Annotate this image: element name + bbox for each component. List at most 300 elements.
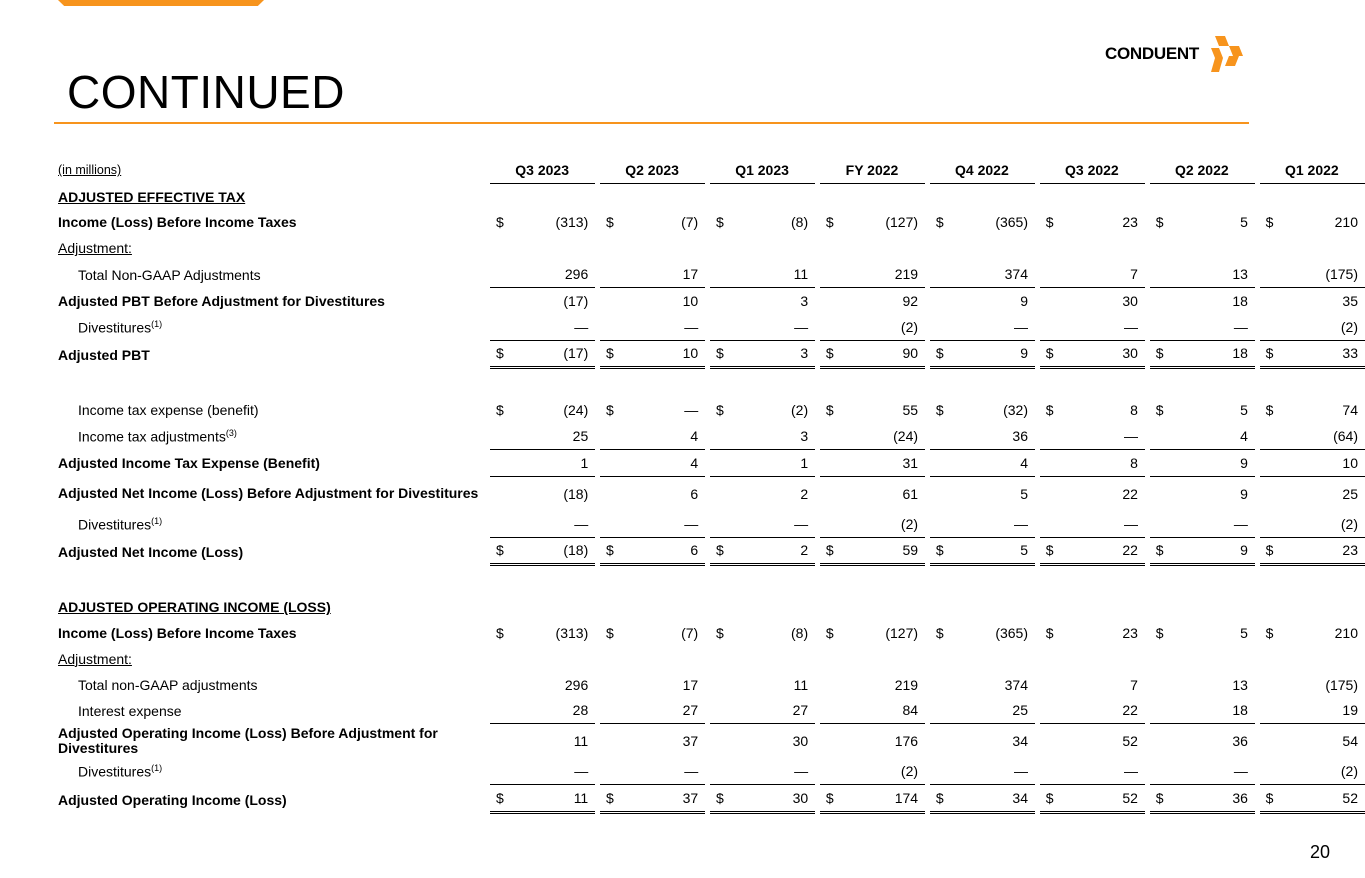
currency-symbol: $ xyxy=(606,542,614,559)
table-cell xyxy=(600,620,705,646)
table-cell xyxy=(930,538,1035,567)
cell-value: — xyxy=(1014,318,1028,335)
table-cell xyxy=(1150,477,1255,511)
cell-value: 296 xyxy=(564,266,589,283)
cell-value: 6 xyxy=(690,485,699,502)
table-row xyxy=(56,423,1365,450)
column-header: Q4 2022 xyxy=(930,157,1035,184)
table-row xyxy=(56,261,1365,288)
table-cell xyxy=(1260,261,1365,288)
cell-value: (175) xyxy=(1325,676,1358,693)
table-cell xyxy=(600,341,705,370)
table-cell xyxy=(1150,397,1255,423)
currency-symbol: $ xyxy=(935,542,944,559)
cell-value: 55 xyxy=(902,402,919,419)
cell-value: 9 xyxy=(1240,454,1248,471)
header-rule xyxy=(54,122,1249,124)
currency-symbol: $ xyxy=(825,542,834,559)
table-cell xyxy=(1260,785,1365,814)
cell-value: 174 xyxy=(894,790,919,807)
cell-value: 210 xyxy=(1334,214,1358,231)
table-cell xyxy=(710,758,815,785)
cell-value: — xyxy=(794,318,809,335)
table-cell xyxy=(710,511,815,538)
table-cell xyxy=(710,538,815,567)
table-cell xyxy=(600,538,705,567)
table-cell xyxy=(820,672,925,698)
cell-value: — xyxy=(794,763,809,780)
table-cell xyxy=(1260,620,1365,646)
cell-value: — xyxy=(1014,763,1028,780)
table-cell xyxy=(1040,423,1145,450)
table-cell xyxy=(1150,450,1255,477)
row-label-text: Adjustment: xyxy=(58,650,132,667)
cell-value: (2) xyxy=(900,318,919,335)
table-cell xyxy=(1150,261,1255,288)
cell-value: 22 xyxy=(1122,485,1138,502)
cell-value: 4 xyxy=(1240,428,1248,445)
cell-value: 5 xyxy=(1020,542,1028,559)
table-cell xyxy=(930,314,1035,341)
table-cell xyxy=(930,620,1035,646)
cell-value: (17) xyxy=(563,292,589,309)
table-cell xyxy=(710,397,815,423)
cell-value: 17 xyxy=(682,676,699,693)
table-cell xyxy=(820,314,925,341)
cell-value: (2) xyxy=(1340,763,1358,780)
cell-value: 36 xyxy=(1232,790,1248,807)
cell-value: 4 xyxy=(690,454,699,471)
currency-symbol: $ xyxy=(715,345,724,362)
cell-value: 37 xyxy=(682,733,699,750)
table-cell xyxy=(820,477,925,511)
table-cell xyxy=(930,450,1035,477)
row-label-text: Adjusted Net Income (Loss) xyxy=(58,543,244,560)
cell-value: — xyxy=(684,318,699,335)
table-cell xyxy=(1040,341,1145,370)
currency-symbol: $ xyxy=(606,790,614,807)
row-label xyxy=(56,698,485,725)
cell-value: (7) xyxy=(681,214,699,231)
currency-symbol: $ xyxy=(1155,790,1164,807)
table-cell xyxy=(1150,698,1255,725)
cell-value: 5 xyxy=(1240,625,1248,642)
cell-value: (2) xyxy=(900,763,919,780)
cell-value: 33 xyxy=(1342,345,1358,362)
currency-symbol: $ xyxy=(1155,214,1164,231)
currency-symbol: $ xyxy=(1045,214,1054,231)
currency-symbol: $ xyxy=(1045,345,1054,362)
cell-value: 7 xyxy=(1130,676,1138,693)
cell-value: 59 xyxy=(902,542,919,559)
page-number: 20 xyxy=(1309,842,1330,862)
row-label xyxy=(56,397,485,423)
table-cell xyxy=(1040,397,1145,423)
currency-symbol: $ xyxy=(715,402,724,419)
cell-value: 4 xyxy=(1020,454,1028,471)
currency-symbol: $ xyxy=(606,214,614,231)
table-cell xyxy=(710,341,815,370)
cell-value: 10 xyxy=(1342,454,1358,471)
cell-value: — xyxy=(1123,515,1138,532)
table-cell xyxy=(1150,423,1255,450)
currency-symbol: $ xyxy=(825,790,834,807)
cell-value: (127) xyxy=(885,214,919,231)
conduent-mark-icon xyxy=(1205,34,1243,74)
top-accent-bar xyxy=(58,0,264,6)
table-cell xyxy=(710,724,815,758)
cell-value: 18 xyxy=(1232,345,1248,362)
table-cell xyxy=(1150,511,1255,538)
cell-value: 22 xyxy=(1122,542,1138,559)
cell-value: 9 xyxy=(1020,345,1028,362)
table-cell xyxy=(1150,288,1255,314)
table-cell xyxy=(1150,758,1255,785)
footnote-marker: (1) xyxy=(151,763,163,774)
currency-symbol: $ xyxy=(496,625,504,642)
financial-table xyxy=(56,157,1365,814)
cell-value: (2) xyxy=(900,515,919,532)
currency-symbol: $ xyxy=(496,402,504,419)
row-label-text: Income (Loss) Before Income Taxes xyxy=(58,214,297,231)
table-cell xyxy=(930,698,1035,725)
row-label-text: Income tax adjustments xyxy=(78,428,226,445)
currency-symbol: $ xyxy=(1155,345,1164,362)
currency-symbol: $ xyxy=(1265,542,1274,559)
cell-value: 28 xyxy=(572,702,589,719)
table-cell xyxy=(1040,672,1145,698)
row-label-text: Total Non-GAAP Adjustments xyxy=(78,266,261,283)
row-label-text: Divestitures xyxy=(78,319,152,336)
table-cell xyxy=(1040,698,1145,725)
currency-symbol: $ xyxy=(496,542,504,559)
table-cell xyxy=(1150,341,1255,370)
cell-value: — xyxy=(684,402,699,419)
table-cell xyxy=(820,758,925,785)
row-label-text: Interest expense xyxy=(78,702,182,719)
cell-value: 8 xyxy=(1130,454,1138,471)
cell-value: — xyxy=(1123,428,1138,445)
table-row xyxy=(56,724,1365,758)
table-cell xyxy=(600,314,705,341)
row-label xyxy=(56,423,485,450)
table-cell xyxy=(490,397,595,423)
table-cell xyxy=(930,724,1035,758)
table-cell xyxy=(490,511,595,538)
cell-value: 10 xyxy=(682,345,699,362)
section-heading-row xyxy=(56,594,1365,620)
table-cell xyxy=(710,620,815,646)
table-cell xyxy=(1150,538,1255,567)
table-row xyxy=(56,538,1365,567)
table-row xyxy=(56,758,1365,785)
cell-value: 37 xyxy=(682,790,699,807)
currency-symbol: $ xyxy=(1045,402,1054,419)
table-cell xyxy=(710,261,815,288)
cell-value: 84 xyxy=(902,702,919,719)
row-label-text: Adjustment: xyxy=(58,240,132,257)
table-cell xyxy=(600,261,705,288)
cell-value: 23 xyxy=(1122,625,1138,642)
table-cell xyxy=(820,511,925,538)
table-cell xyxy=(490,672,595,698)
table-cell xyxy=(1260,511,1365,538)
table-cell xyxy=(1260,538,1365,567)
cell-value: 3 xyxy=(800,345,809,362)
currency-symbol: $ xyxy=(1155,625,1164,642)
table-cell xyxy=(930,288,1035,314)
currency-symbol: $ xyxy=(1265,345,1274,362)
table-row xyxy=(56,698,1365,725)
row-label-text: Adjusted PBT Before Adjustment for Divestitures xyxy=(58,292,385,309)
row-label-text: Adjusted Operating Income (Loss) Before Adjustment for Divestitures xyxy=(58,725,438,757)
table-row xyxy=(56,210,1365,236)
currency-symbol: $ xyxy=(1155,402,1164,419)
cell-value: 9 xyxy=(1020,292,1028,309)
table-cell xyxy=(1260,423,1365,450)
table-cell xyxy=(1260,698,1365,725)
cell-value: 296 xyxy=(564,676,589,693)
table-cell xyxy=(930,785,1035,814)
cell-value: 11 xyxy=(793,266,809,283)
currency-symbol: $ xyxy=(715,214,724,231)
table-cell xyxy=(600,758,705,785)
table-cell xyxy=(490,785,595,814)
table-cell xyxy=(1260,210,1365,236)
column-header: Q1 2022 xyxy=(1260,157,1365,184)
row-label xyxy=(56,477,485,511)
cell-value: — xyxy=(574,318,589,335)
currency-symbol: $ xyxy=(715,625,724,642)
cell-value: (24) xyxy=(893,428,919,445)
cell-value: 54 xyxy=(1342,733,1358,750)
cell-value: 5 xyxy=(1240,214,1248,231)
table-cell xyxy=(1040,758,1145,785)
footnote-marker: (1) xyxy=(151,515,163,526)
table-cell xyxy=(1150,210,1255,236)
column-header: FY 2022 xyxy=(820,157,925,184)
section-heading: ADJUSTED EFFECTIVE TAX xyxy=(58,188,246,205)
table-cell xyxy=(600,397,705,423)
table-cell xyxy=(490,341,595,370)
cell-value: (365) xyxy=(995,625,1028,642)
cell-value: 1 xyxy=(800,454,809,471)
table-cell xyxy=(1260,672,1365,698)
table-cell xyxy=(600,423,705,450)
row-label xyxy=(56,620,485,646)
row-label-text: Adjusted Net Income (Loss) Before Adjustment for Divestitures xyxy=(58,485,479,502)
table-cell xyxy=(1260,450,1365,477)
currency-symbol: $ xyxy=(1265,402,1274,419)
table-cell xyxy=(710,314,815,341)
cell-value: 27 xyxy=(792,702,809,719)
table-cell xyxy=(490,477,595,511)
cell-value: 34 xyxy=(1012,790,1028,807)
cell-value: — xyxy=(574,515,589,532)
currency-symbol: $ xyxy=(715,790,724,807)
column-header: Q2 2023 xyxy=(600,157,705,184)
table-cell xyxy=(1040,314,1145,341)
table-cell xyxy=(930,210,1035,236)
cell-value: — xyxy=(684,763,699,780)
spacer-row xyxy=(56,369,1365,397)
table-cell xyxy=(1260,341,1365,370)
cell-value: 30 xyxy=(792,733,809,750)
cell-value: 11 xyxy=(573,733,589,750)
table-cell xyxy=(710,423,815,450)
cell-value: 219 xyxy=(894,266,919,283)
units-label: (in millions) xyxy=(58,163,122,178)
cell-value: 19 xyxy=(1342,702,1358,719)
cell-value: 23 xyxy=(1122,214,1138,231)
table-cell xyxy=(820,698,925,725)
currency-symbol: $ xyxy=(935,345,944,362)
cell-value: — xyxy=(684,515,699,532)
table-cell xyxy=(1260,314,1365,341)
cell-value: 374 xyxy=(1004,266,1028,283)
table-cell xyxy=(600,672,705,698)
table-cell xyxy=(820,341,925,370)
cell-value: (313) xyxy=(555,625,589,642)
currency-symbol: $ xyxy=(606,625,614,642)
table-cell xyxy=(820,423,925,450)
cell-value: 13 xyxy=(1232,266,1248,283)
cell-value: — xyxy=(1233,515,1248,532)
currency-symbol: $ xyxy=(496,214,504,231)
cell-value: 3 xyxy=(800,292,809,309)
row-label-text: Adjusted Operating Income (Loss) xyxy=(58,791,287,808)
table-cell xyxy=(600,477,705,511)
currency-symbol: $ xyxy=(1155,542,1164,559)
table-cell xyxy=(490,620,595,646)
cell-value: — xyxy=(1233,763,1248,780)
cell-value: 31 xyxy=(902,454,919,471)
table-cell xyxy=(490,210,595,236)
section-heading: ADJUSTED OPERATING INCOME (LOSS) xyxy=(58,599,331,616)
table-cell xyxy=(1040,511,1145,538)
cell-value: 5 xyxy=(1020,485,1028,502)
row-label-text: Total non-GAAP adjustments xyxy=(78,676,258,693)
cell-value: (2) xyxy=(791,402,809,419)
row-label-text: Divestitures xyxy=(78,764,152,781)
cell-value: (2) xyxy=(1340,515,1358,532)
cell-value: 1 xyxy=(580,454,589,471)
cell-value: 90 xyxy=(902,345,919,362)
table-cell xyxy=(710,698,815,725)
cell-value: (175) xyxy=(1325,266,1358,283)
cell-value: 36 xyxy=(1232,733,1248,750)
table-cell xyxy=(490,758,595,785)
row-label xyxy=(56,314,485,341)
cell-value: (32) xyxy=(1003,402,1028,419)
cell-value: 17 xyxy=(682,266,699,283)
cell-value: 9 xyxy=(1240,542,1248,559)
table-row xyxy=(56,341,1365,370)
cell-value: 74 xyxy=(1342,402,1358,419)
currency-symbol: $ xyxy=(935,214,944,231)
cell-value: 25 xyxy=(572,428,589,445)
currency-symbol: $ xyxy=(825,214,834,231)
cell-value: 176 xyxy=(894,733,919,750)
table-cell xyxy=(1150,724,1255,758)
cell-value: 13 xyxy=(1232,676,1248,693)
cell-value: 219 xyxy=(894,676,919,693)
currency-symbol: $ xyxy=(606,402,614,419)
cell-value: (18) xyxy=(563,542,589,559)
currency-symbol: $ xyxy=(1265,625,1274,642)
table-cell xyxy=(1260,724,1365,758)
table-row xyxy=(56,646,1365,672)
cell-value: 2 xyxy=(800,485,809,502)
table-cell xyxy=(1260,397,1365,423)
table-cell xyxy=(820,288,925,314)
table-row xyxy=(56,235,1365,261)
column-header: Q1 2023 xyxy=(710,157,815,184)
table-cell xyxy=(600,288,705,314)
table-cell xyxy=(820,450,925,477)
cell-value: 35 xyxy=(1342,292,1358,309)
row-label-text: Income tax expense (benefit) xyxy=(78,402,259,419)
cell-value: 30 xyxy=(1122,345,1138,362)
currency-symbol: $ xyxy=(935,402,944,419)
table-cell xyxy=(490,450,595,477)
table-cell xyxy=(1040,261,1145,288)
cell-value: 52 xyxy=(1122,733,1138,750)
table-cell xyxy=(1150,672,1255,698)
cell-value: 22 xyxy=(1122,702,1138,719)
row-label-text: Adjusted Income Tax Expense (Benefit) xyxy=(58,455,320,472)
cell-value: 30 xyxy=(792,790,809,807)
cell-value: 25 xyxy=(1012,702,1028,719)
row-label xyxy=(56,724,485,758)
cell-value: 210 xyxy=(1334,625,1358,642)
cell-value: 374 xyxy=(1004,676,1028,693)
cell-value: — xyxy=(1123,763,1138,780)
table-row xyxy=(56,477,1365,511)
row-label xyxy=(56,672,485,698)
footnote-marker: (3) xyxy=(225,428,237,439)
currency-symbol: $ xyxy=(825,402,834,419)
table-cell xyxy=(710,672,815,698)
column-header: Q3 2022 xyxy=(1040,157,1145,184)
row-label xyxy=(56,288,485,314)
cell-value: 11 xyxy=(793,676,809,693)
table-cell xyxy=(820,724,925,758)
cell-value: 25 xyxy=(1342,485,1358,502)
cell-value: — xyxy=(794,515,809,532)
cell-value: (17) xyxy=(563,345,589,362)
table-row xyxy=(56,672,1365,698)
cell-value: (313) xyxy=(555,214,589,231)
table-cell xyxy=(1150,785,1255,814)
table-cell xyxy=(1040,288,1145,314)
column-header-row xyxy=(56,157,1365,184)
row-label-text: Divestitures xyxy=(78,516,152,533)
table-row xyxy=(56,397,1365,423)
cell-value: 8 xyxy=(1130,402,1138,419)
cell-value: — xyxy=(574,763,589,780)
cell-value: 34 xyxy=(1012,733,1028,750)
table-cell xyxy=(1040,620,1145,646)
row-label-text: Income (Loss) Before Income Taxes xyxy=(58,625,297,642)
table-cell xyxy=(930,758,1035,785)
table-cell xyxy=(490,261,595,288)
currency-symbol: $ xyxy=(1265,214,1274,231)
table-cell xyxy=(930,261,1035,288)
table-cell xyxy=(930,341,1035,370)
table-cell xyxy=(1150,314,1255,341)
table-cell xyxy=(490,698,595,725)
